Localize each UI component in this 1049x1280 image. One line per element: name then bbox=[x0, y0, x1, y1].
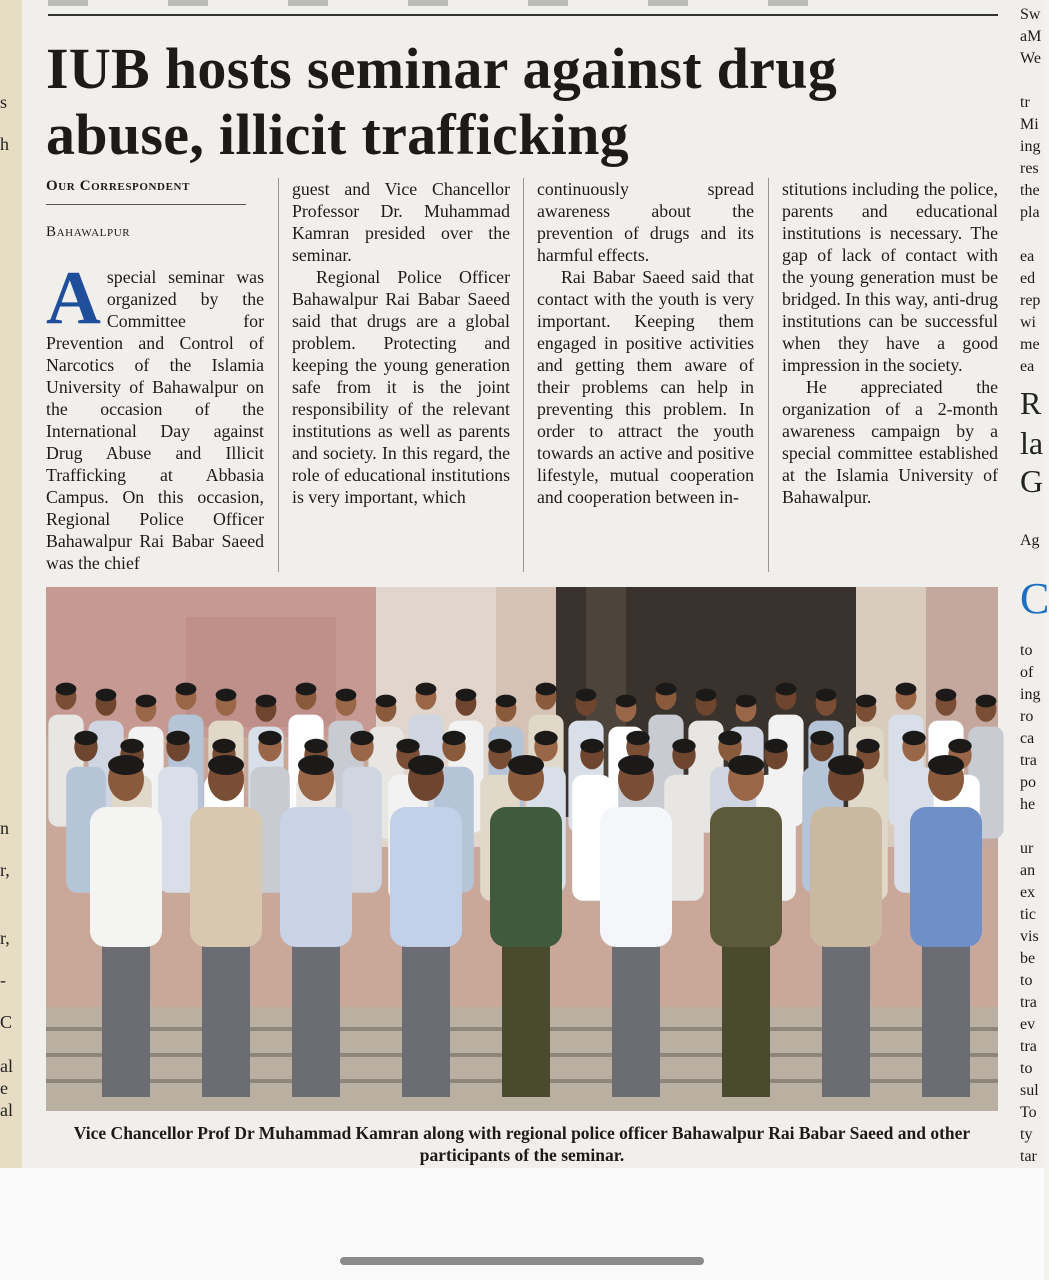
left-fragment: al bbox=[0, 1100, 13, 1120]
adjacent-article-right-edge bbox=[1020, 0, 1049, 1168]
right-fragment: to bbox=[1020, 972, 1033, 989]
right-fragment: Sw bbox=[1020, 6, 1041, 23]
article-column-1 bbox=[46, 256, 264, 574]
right-fragment: ex bbox=[1020, 884, 1036, 901]
right-fragment: po bbox=[1020, 774, 1036, 791]
column-2-paragraph-1: guest and Vice Chancellor Professor Dr. Muhammad Kamran presided over the seminar. bbox=[292, 179, 510, 265]
article-column-4 bbox=[782, 178, 998, 508]
right-fragment: tar bbox=[1020, 1148, 1037, 1165]
drop-cap: A bbox=[46, 256, 101, 340]
right-fragment: the bbox=[1020, 182, 1040, 199]
right-fragment: res bbox=[1020, 160, 1039, 177]
right-fragment: ro bbox=[1020, 708, 1034, 725]
byline-rule bbox=[46, 204, 246, 205]
column-divider bbox=[278, 178, 279, 572]
column-divider bbox=[768, 178, 769, 572]
right-fragment: rep bbox=[1020, 292, 1041, 309]
left-fragment: h bbox=[0, 134, 9, 154]
top-margin-residue bbox=[48, 0, 848, 6]
right-fragment: aM bbox=[1020, 28, 1042, 45]
top-rule bbox=[48, 14, 998, 16]
column-divider bbox=[523, 178, 524, 572]
right-fragment: ca bbox=[1020, 730, 1035, 747]
adjacent-page-left-strip bbox=[0, 0, 22, 1168]
right-fragment: of bbox=[1020, 664, 1034, 681]
right-fragment: ev bbox=[1020, 1016, 1036, 1033]
byline: Our Correspondent bbox=[46, 178, 191, 194]
right-fragment: la bbox=[1020, 425, 1044, 461]
home-indicator-bar[interactable] bbox=[340, 1257, 704, 1265]
left-fragment: r, bbox=[0, 860, 10, 880]
right-fragment: tra bbox=[1020, 752, 1037, 769]
photo-caption: Vice Chancellor Prof Dr Muhammad Kamran along with regional police officer Bahawalpur Rai Babar Saeed and other participants of the seminar. bbox=[73, 1123, 971, 1165]
left-fragment: - bbox=[0, 970, 6, 990]
right-fragment: sul bbox=[1020, 1082, 1039, 1099]
group-photo bbox=[46, 587, 998, 1111]
column-4-paragraph-2: He appreciated the organization of a 2-month awareness campaign by a special committee established at the Islamia University of Bahawalpur. bbox=[782, 377, 998, 507]
headline: IUB hosts seminar against drug abuse, illicit trafficking bbox=[46, 36, 838, 167]
right-fragment: To bbox=[1020, 1104, 1037, 1121]
right-fragment: he bbox=[1020, 796, 1036, 813]
right-fragment: C bbox=[1020, 574, 1049, 623]
column-2-paragraph-2: Regional Police Officer Bahawalpur Rai Babar Saeed said that drugs are a global problem. Protecting and keeping the young generation safe from it is the joint responsibility of the relevant institutions as well as parents and society. In this regard, the role of educational institutions is very important, which bbox=[292, 267, 510, 507]
right-fragment: ing bbox=[1020, 138, 1041, 155]
right-fragment: R bbox=[1020, 385, 1042, 421]
left-fragment: e bbox=[0, 1078, 8, 1098]
group-photo-illustration bbox=[46, 587, 998, 1111]
right-fragment: an bbox=[1020, 862, 1036, 879]
right-fragment: ur bbox=[1020, 840, 1034, 857]
right-fragment: ed bbox=[1020, 270, 1036, 287]
article-column-2 bbox=[292, 178, 510, 508]
right-fragment: tra bbox=[1020, 994, 1037, 1011]
right-fragment: Mi bbox=[1020, 116, 1039, 133]
right-fragment: vis bbox=[1020, 928, 1039, 945]
column-3-paragraph-2: Rai Babar Saeed said that contact with the youth is very important. Keeping them engaged in positive activities and getting them aware of their problems can help in preventing this problem. In order to attract the youth towards an active and positive lifestyle, mutual cooperation and cooperation between in- bbox=[537, 267, 754, 507]
right-fragment: tr bbox=[1020, 94, 1030, 111]
right-fragment: Ag bbox=[1020, 532, 1040, 549]
right-fragment: tra bbox=[1020, 1038, 1037, 1055]
right-fragment: tic bbox=[1020, 906, 1036, 923]
article-column-3 bbox=[537, 178, 754, 508]
left-fragment: r, bbox=[0, 928, 10, 948]
right-fragment: ty bbox=[1020, 1126, 1033, 1143]
right-fragment: pla bbox=[1020, 204, 1040, 221]
column-3-paragraph-1: continuously spread awareness about the prevention of drugs and its harmful effects. bbox=[537, 179, 754, 265]
column-1-text: special seminar was organized by the Committee for Prevention and Control of Narcotics of the Islamia University of Bahawalpur on the occasion of the International Day against Drug Abuse and Illicit Trafficking at Abbasia Campus. On this occasion, Regional Police Officer Bahawalpur Rai Babar Saeed was the chief bbox=[46, 267, 264, 573]
right-fragment: ea bbox=[1020, 248, 1035, 265]
left-fragment: n bbox=[0, 818, 9, 838]
left-fragment: al bbox=[0, 1056, 13, 1076]
left-fragment: s bbox=[0, 92, 8, 112]
column-4-paragraph-1: stitutions including the police, parents and educational institutions is necessary. The gap of lack of contact with the young generation must be bridged. In this way, anti-drug institutions can be successful when they have a good impression in the society. bbox=[782, 179, 998, 375]
right-fragment: be bbox=[1020, 950, 1036, 967]
right-fragment: wi bbox=[1020, 314, 1036, 331]
dateline: Bahawalpur bbox=[46, 224, 131, 240]
right-fragment: to bbox=[1020, 642, 1033, 659]
right-fragment: ea bbox=[1020, 358, 1035, 375]
right-fragment: to bbox=[1020, 1060, 1033, 1077]
left-fragment: C bbox=[0, 1012, 13, 1032]
right-fragment: We bbox=[1020, 50, 1041, 67]
right-fragment: me bbox=[1020, 336, 1040, 353]
right-fragment: G bbox=[1020, 463, 1044, 499]
right-fragment: ing bbox=[1020, 686, 1041, 703]
